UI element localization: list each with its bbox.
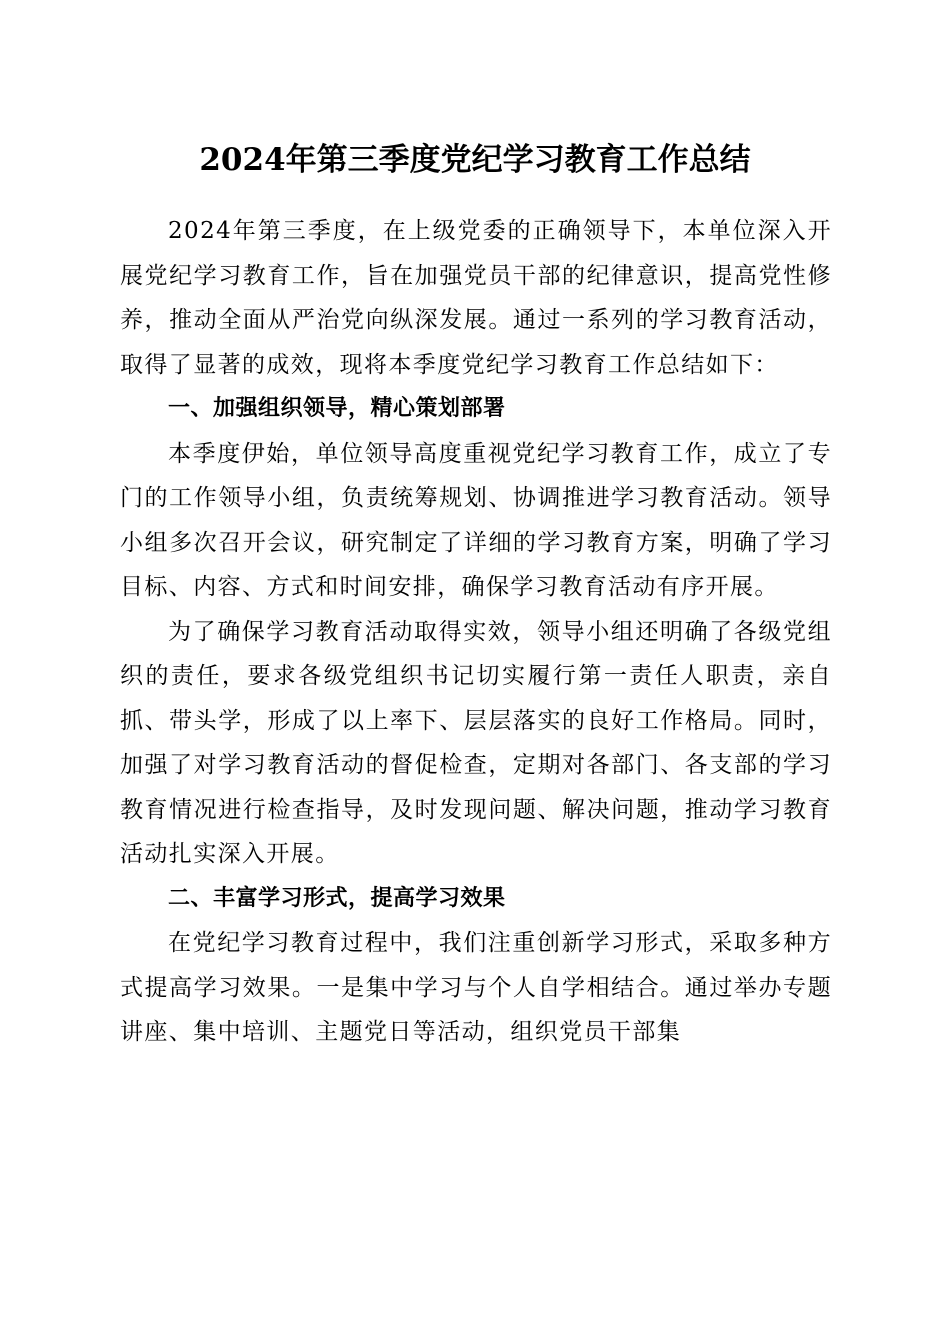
section-1-paragraph-2: 为了确保学习教育活动取得实效，领导小组还明确了各级党组织的责任，要求各级党组织书记切实履行第一责任人职责，亲自抓、带头学，形成了以上率下、层层落实的良好工作格局。同时，加强了对学习教育活动的督促检查，定期对各部门、各支部的学习教育情况进行检查指导，及时发现问题、解决问题，推动学习教育活动扎实深入开展。: [120, 618, 832, 867]
section-heading-1: 一、加强组织领导，精心策划部署: [168, 396, 506, 421]
intro-paragraph: 2024年第三季度，在上级党委的正确领导下，本单位深入开展党纪学习教育工作，旨在加强党员干部的纪律意识，提高党性修养，推动全面从严治党向纵深发展。通过一系列的学习教育活动，取得了显著的成效，现将本季度党纪学习教育工作总结如下：: [120, 218, 832, 378]
section-1-paragraph-1: 本季度伊始，单位领导高度重视党纪学习教育工作，成立了专门的工作领导小组，负责统筹规划、协调推进学习教育活动。领导小组多次召开会议，研究制定了详细的学习教育方案，明确了学习目标、内容、方式和时间安排，确保学习教育活动有序开展。: [120, 440, 832, 600]
section-2-paragraph-1: 在党纪学习教育过程中，我们注重创新学习形式，采取多种方式提高学习效果。一是集中学习与个人自学相结合。通过举办专题讲座、集中培训、主题党日等活动，组织党员干部集: [120, 930, 832, 1045]
section-heading-2: 二、丰富学习形式，提高学习效果: [168, 885, 506, 911]
document-body: [120, 209, 832, 1055]
document-title: 2024年第三季度党纪学习教育工作总结: [199, 142, 751, 178]
